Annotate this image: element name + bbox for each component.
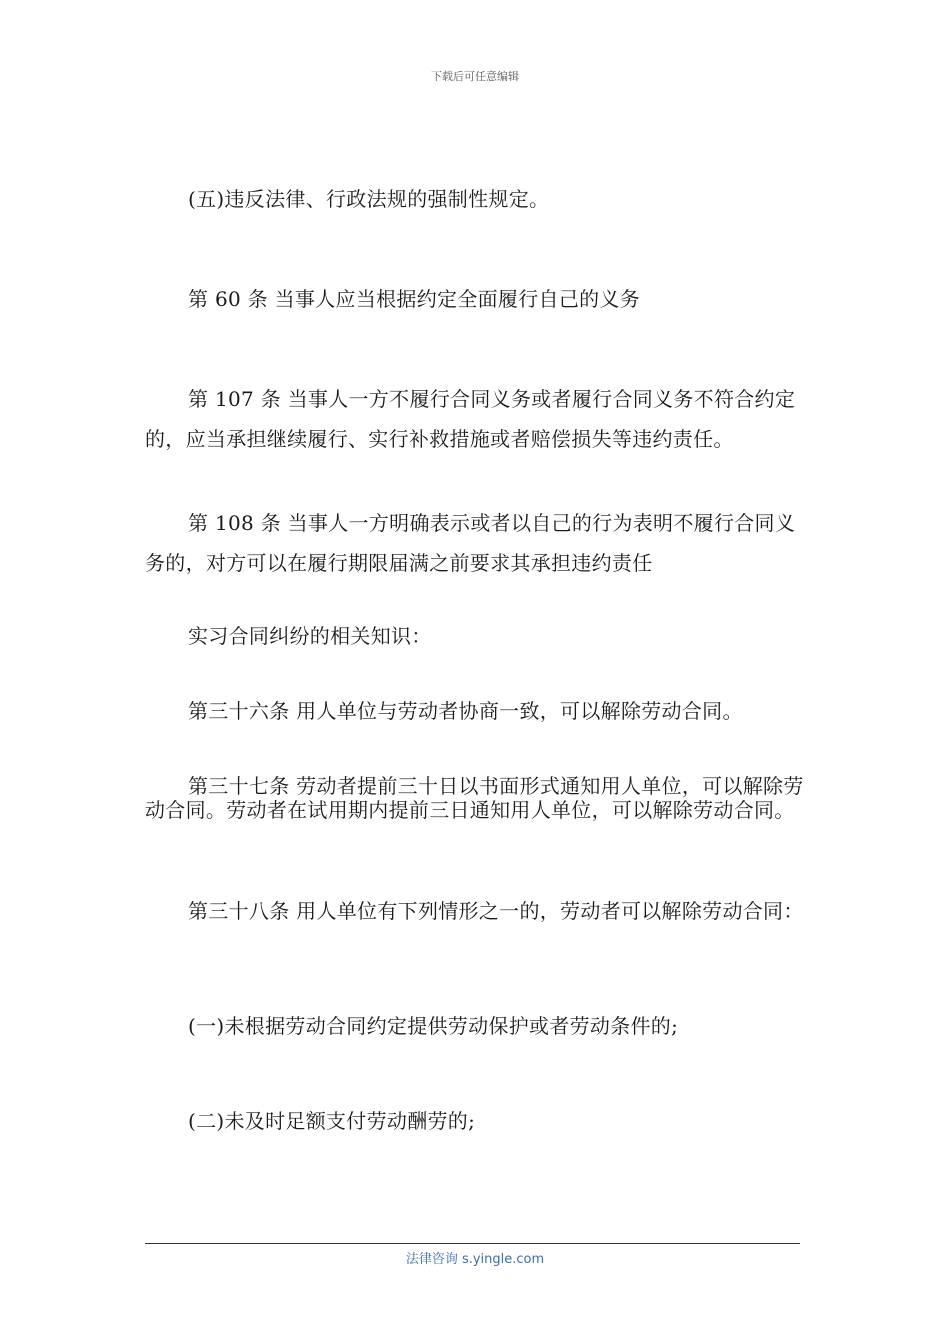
paragraph-article-107: 第 107 条 当事人一方不履行合同义务或者履行合同义务不符合约定的，应当承担继续履行、实行补救措施或者赔偿损失等违约责任。 (145, 387, 796, 451)
paragraph-article-37: 第三十七条 劳动者提前三十日以书面形式通知用人单位，可以解除劳动合同。劳动者在试用期内提前三日通知用人单位，可以解除劳动合同。 (145, 774, 804, 822)
paragraph-internship-heading: 实习合同纠纷的相关知识： (188, 624, 432, 648)
footer-divider (145, 1243, 800, 1244)
paragraph-article-60: 第 60 条 当事人应当根据约定全面履行自己的义务 (188, 287, 641, 311)
paragraph-article-108: 第 108 条 当事人一方明确表示或者以自己的行为表明不履行合同义务的，对方可以在履行期限届满之前要求其承担违约责任 (145, 511, 796, 575)
paragraph-article-36: 第三十六条 用人单位与劳动者协商一致，可以解除劳动合同。 (188, 699, 743, 723)
page-header-note: 下载后可任意编辑 (431, 70, 519, 83)
paragraph-item-2: (二)未及时足额支付劳动酬劳的; (188, 1109, 476, 1133)
paragraph-article-38: 第三十八条 用人单位有下列情形之一的，劳动者可以解除劳动合同： (188, 899, 804, 923)
footer-link[interactable]: 法律咨询 s.yingle.com (405, 1252, 545, 1267)
paragraph-item-5-violation: (五)违反法律、行政法规的强制性规定。 (188, 187, 550, 211)
paragraph-item-1: (一)未根据劳动合同约定提供劳动保护或者劳动条件的; (188, 1014, 679, 1038)
